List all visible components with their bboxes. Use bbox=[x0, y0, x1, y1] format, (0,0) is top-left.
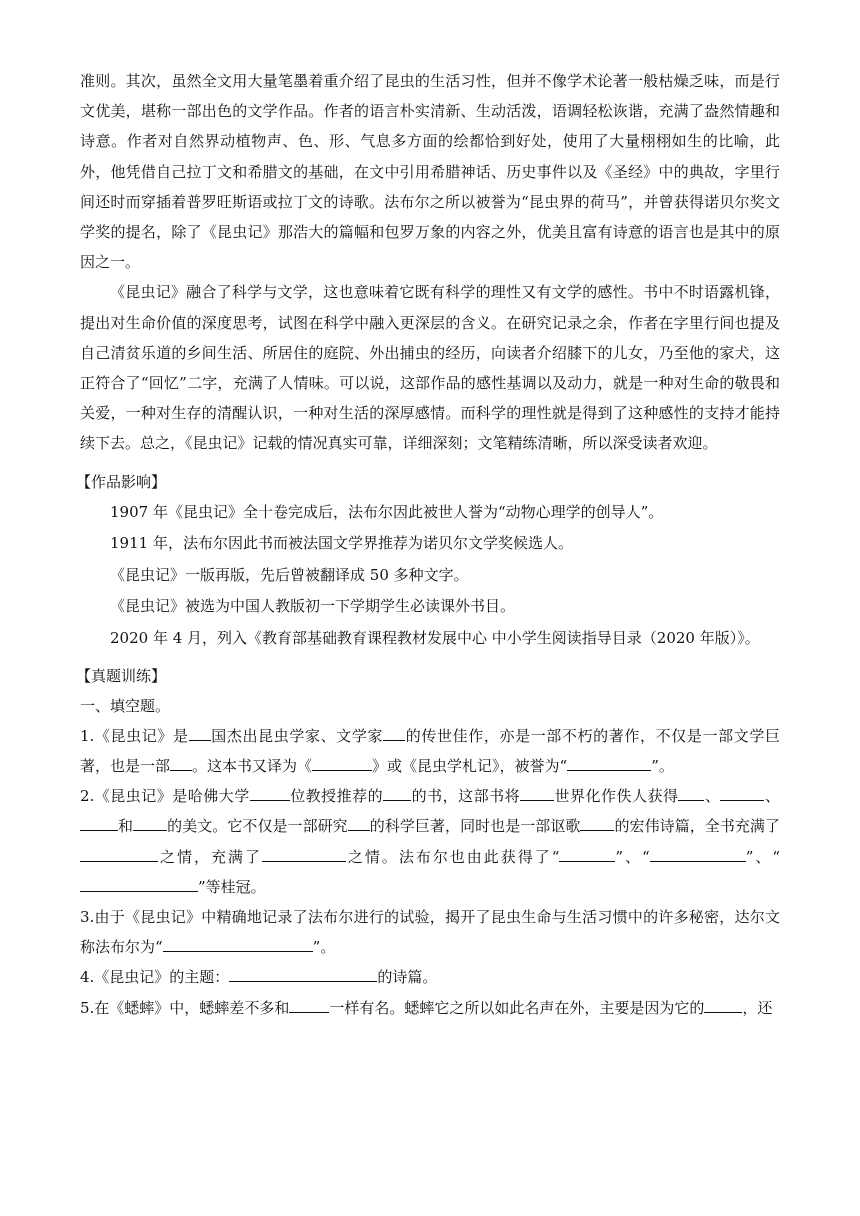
document-page bbox=[76, 66, 780, 1023]
answer-blank[interactable] bbox=[348, 815, 370, 832]
exercise-section-title: 一、填空题。 bbox=[80, 696, 171, 715]
answer-blank[interactable] bbox=[720, 784, 764, 801]
answer-blank[interactable] bbox=[520, 784, 554, 801]
influence-item: 1907 年《昆虫记》全十卷完成后，法布尔因此被世人誉为“动物心理学的创导人”。 bbox=[110, 502, 664, 521]
answer-blank[interactable] bbox=[80, 875, 198, 892]
answer-blank[interactable] bbox=[250, 784, 290, 801]
influence-item: 1911 年，法布尔因此书而被法国文学界推荐为诺贝尔文学奖候选人。 bbox=[110, 534, 573, 553]
answer-blank[interactable] bbox=[133, 815, 167, 832]
influence-item: 《昆虫记》被选为中国人教版初一下学期学生必读课外书目。 bbox=[110, 597, 516, 616]
body-paragraph: 准则。其次，虽然全文用大量笔墨着重介绍了昆虫的生活习性，但并不像学术论著一般枯燥乏味，而是行文优美，堪称一部出色的文学作品。作者的语言朴实清新、生动活泼，语调轻松诙谐，充满了盎然情趣和诗意。作者对自然界动植物声、色、形、气息多方面的绘都恰到好处，使用了大量栩栩如生的比喻，此外，他凭借自己拉丁文和希腊文的基础，在文中引用希腊神话、历史事件以及《圣经》中的典故，字里行间还时而穿插着普罗旺斯语或拉丁文的诗歌。法布尔之所以被誉为“昆虫界的荷马”，并曾获得诺贝尔奖文学奖的提名，除了《昆虫记》那浩大的篇幅和包罗万象的内容之外，优美且富有诗意的语言也是其中的原因之一。 bbox=[80, 72, 780, 272]
influence-item: 2020 年 4 月，列入《教育部基础教育课程教材发展中心 中小学生阅读指导目录（2020 年版）》。 bbox=[110, 629, 760, 648]
body-paragraph: 《昆虫记》融合了科学与文学，这也意味着它既有科学的理性又有文学的感性。书中不时语露机锋，提出对生命价值的深度思考，试图在科学中融入更深层的含义。在研究记录之余，作者在字里行间也提及自己清贫乐道的乡间生活、所居住的庭院、外出捕虫的经历，向读者介绍膝下的儿女，乃至他的家犬，这正符合了“回忆”二字，充满了人情味。可以说，这部作品的感性基调以及动力，就是一种对生命的敬畏和关爱，一种对生存的清醒认识，一种对生活的深厚感情。而科学的理性就是得到了这种感性的支持才能持续下去。总之，《昆虫记》记载的情况真实可靠，详细深刻；文笔精练清晰，所以深受读者欢迎。 bbox=[80, 283, 780, 453]
section-heading-influence: 【作品影响】 bbox=[76, 472, 167, 491]
question-2: 2.《昆虫记》是哈佛大学 位教授推荐的 的书，这部书将 世界化作佚人获得 、 、和 的美文。它不仅是一部研究 的科学巨著，同时也是一部讴歌 的宏伟诗篇，全书充满了之情，充满了 之情。法布尔也由此获得了“ ”、“ ”、“”等桂冠。 bbox=[80, 781, 780, 902]
question-3: 3.由于《昆虫记》中精确地记录了法布尔进行的试验，揭开了昆虫生命与生活习惯中的许多秘密，达尔文称法布尔为“ ”。 bbox=[80, 908, 780, 957]
answer-blank[interactable] bbox=[650, 845, 746, 862]
answer-blank[interactable] bbox=[262, 845, 346, 862]
answer-blank[interactable] bbox=[80, 845, 158, 862]
question-5: 5.在《蟋蟀》中，蟋蟀差不多和 一样有名。蟋蟀它之所以如此名声在外，主要是因为它的 ，还 bbox=[80, 993, 780, 1023]
question-4: 4.《昆虫记》的主题： 的诗篇。 bbox=[80, 962, 780, 992]
answer-blank[interactable] bbox=[580, 815, 614, 832]
answer-blank[interactable] bbox=[170, 754, 192, 771]
answer-blank[interactable] bbox=[678, 784, 704, 801]
answer-blank[interactable] bbox=[704, 996, 742, 1013]
answer-blank[interactable] bbox=[289, 996, 329, 1013]
question-1: 1.《昆虫记》是 国杰出昆虫学家、文学家 的传世佳作，亦是一部不朽的著作，不仅是一部文学巨著，也是一部 。这本书又译为《 》或《昆虫学札记》，被誉为“ ”。 bbox=[80, 721, 780, 781]
answer-blank[interactable] bbox=[383, 724, 405, 741]
answer-blank[interactable] bbox=[312, 754, 372, 771]
answer-blank[interactable] bbox=[567, 754, 651, 771]
answer-blank[interactable] bbox=[383, 784, 411, 801]
influence-item: 《昆虫记》一版再版，先后曾被翻译成 50 多种文字。 bbox=[110, 565, 469, 584]
answer-blank[interactable] bbox=[189, 724, 211, 741]
answer-blank[interactable] bbox=[163, 935, 313, 952]
answer-blank[interactable] bbox=[229, 966, 377, 983]
section-heading-exercises: 【真题训练】 bbox=[76, 666, 167, 685]
answer-blank[interactable] bbox=[559, 845, 615, 862]
answer-blank[interactable] bbox=[80, 815, 118, 832]
